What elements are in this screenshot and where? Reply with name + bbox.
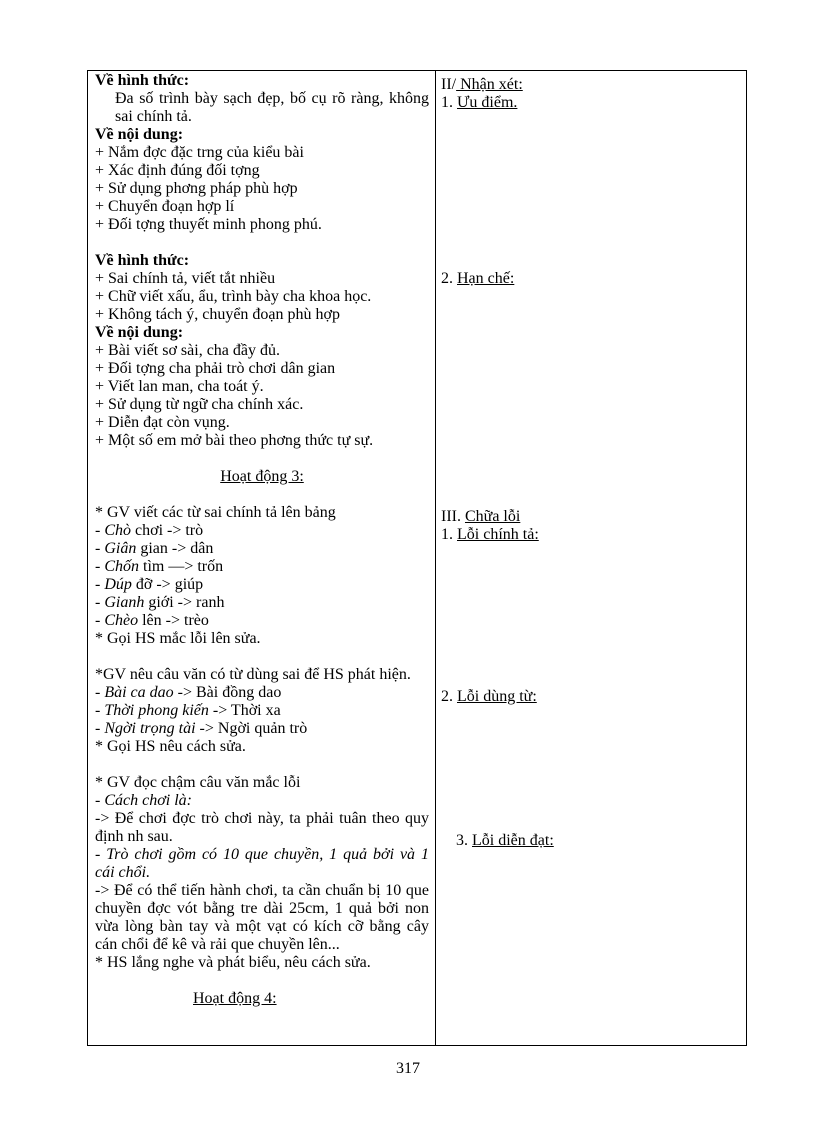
activity-4-heading: Hoạt động 4:	[193, 990, 277, 1007]
activity-3-heading: Hoạt động 3:	[220, 468, 304, 485]
spelling-item: - Giân gian -> dân	[95, 540, 214, 557]
section-heading-content: Về nội dung:	[95, 126, 184, 143]
list-item: + Viết lan man, cha toát ý.	[95, 378, 264, 395]
expression-outro: * HS lắng nghe và phát biểu, nêu cách sửa.	[95, 954, 371, 971]
list-item: + Xác định đúng đối tợng	[95, 162, 260, 179]
spelling-errors-heading: 1. Lỗi chính tả:	[441, 526, 539, 543]
spelling-outro: * Gọi HS mắc lỗi lên sửa.	[95, 630, 261, 647]
spelling-item: - Chốn tìm —> trốn	[95, 558, 224, 575]
expression-error-1: - Cách chơi là:	[95, 792, 192, 809]
word-usage-item: - Bài ca dao -> Bài đồng dao	[95, 684, 282, 701]
page-number: 317	[396, 1060, 420, 1077]
list-item: + Một số em mở bài theo phơng thức tự sự.	[95, 432, 374, 449]
spelling-item: - Chèo lên -> trèo	[95, 612, 209, 629]
left-column	[95, 72, 429, 1008]
list-item: + Chữ viết xấu, ẩu, trình bày cha khoa học.	[95, 288, 372, 305]
list-item: + Sử dụng từ ngữ cha chính xác.	[95, 396, 304, 413]
list-item: + Diễn đạt còn vụng.	[95, 414, 230, 431]
list-item: + Bài viết sơ sài, cha đầy đủ.	[95, 342, 280, 359]
word-usage-intro: *GV nêu câu văn có từ dùng sai để HS phát hiện.	[95, 666, 411, 683]
expression-fix-1: -> Để chơi đợc trò chơi này, ta phải tuân theo quy định nh sau.	[95, 810, 429, 845]
section-heading-form-2: Về hình thức:	[95, 252, 190, 269]
spelling-item: - Gianh giới -> ranh	[95, 594, 225, 611]
word-usage-item: - Ngời trọng tài -> Ngời quản trò	[95, 720, 308, 737]
expression-errors-heading: 3. Lỗi diễn đạt:	[456, 832, 554, 849]
column-divider	[435, 70, 436, 1046]
word-usage-item: - Thời phong kiến -> Thời xa	[95, 702, 281, 719]
section-3-heading: III. Chữa lỗi	[441, 508, 521, 525]
list-item: + Nắm đợc đặc trng của kiểu bài	[95, 144, 304, 161]
expression-intro: * GV đọc chậm câu văn mắc lỗi	[95, 774, 301, 791]
section-heading-content-2: Về nội dung:	[95, 324, 184, 341]
section-2-heading: II/ Nhận xét:	[441, 76, 523, 93]
list-item: + Đối tợng cha phải trò chơi dân gian	[95, 360, 336, 377]
expression-fix-2: -> Để có thể tiến hành chơi, ta cần chuẩn bị 10 que chuyền đợc vót bằng tre dài 25cm, 1 quả bởi non vừa lòng bàn tay và một vạt có kích cỡ bằng cây cán chổi để kê và rải que chuyền lên...	[95, 882, 429, 953]
word-usage-errors-heading: 2. Lỗi dùng từ:	[441, 688, 537, 705]
section-heading-form: Về hình thức:	[95, 72, 190, 89]
limitations-heading: 2. Hạn chế:	[441, 270, 515, 287]
word-usage-outro: * Gọi HS nêu cách sửa.	[95, 738, 246, 755]
form-paragraph: Đa số trình bày sạch đẹp, bố cụ rõ ràng, không sai chính tả.	[115, 90, 429, 125]
spelling-item: - Dúp đỡ -> giúp	[95, 576, 204, 593]
spelling-item: - Chò chơi -> trò	[95, 522, 204, 539]
list-item: + Đối tợng thuyết minh phong phú.	[95, 216, 322, 233]
list-item: + Sử dụng phơng pháp phù hợp	[95, 180, 298, 197]
strengths-heading: 1. Ưu điểm.	[441, 94, 518, 111]
list-item: + Không tách ý, chuyển đoạn phù hợp	[95, 306, 340, 323]
expression-error-2: - Trò chơi gồm có 10 que chuyền, 1 quả bởi và 1 cái chổi.	[95, 846, 429, 881]
spelling-intro: * GV viết các từ sai chính tả lên bảng	[95, 504, 336, 521]
list-item: + Sai chính tả, viết tắt nhiều	[95, 270, 276, 287]
list-item: + Chuyển đoạn hợp lí	[95, 198, 235, 215]
